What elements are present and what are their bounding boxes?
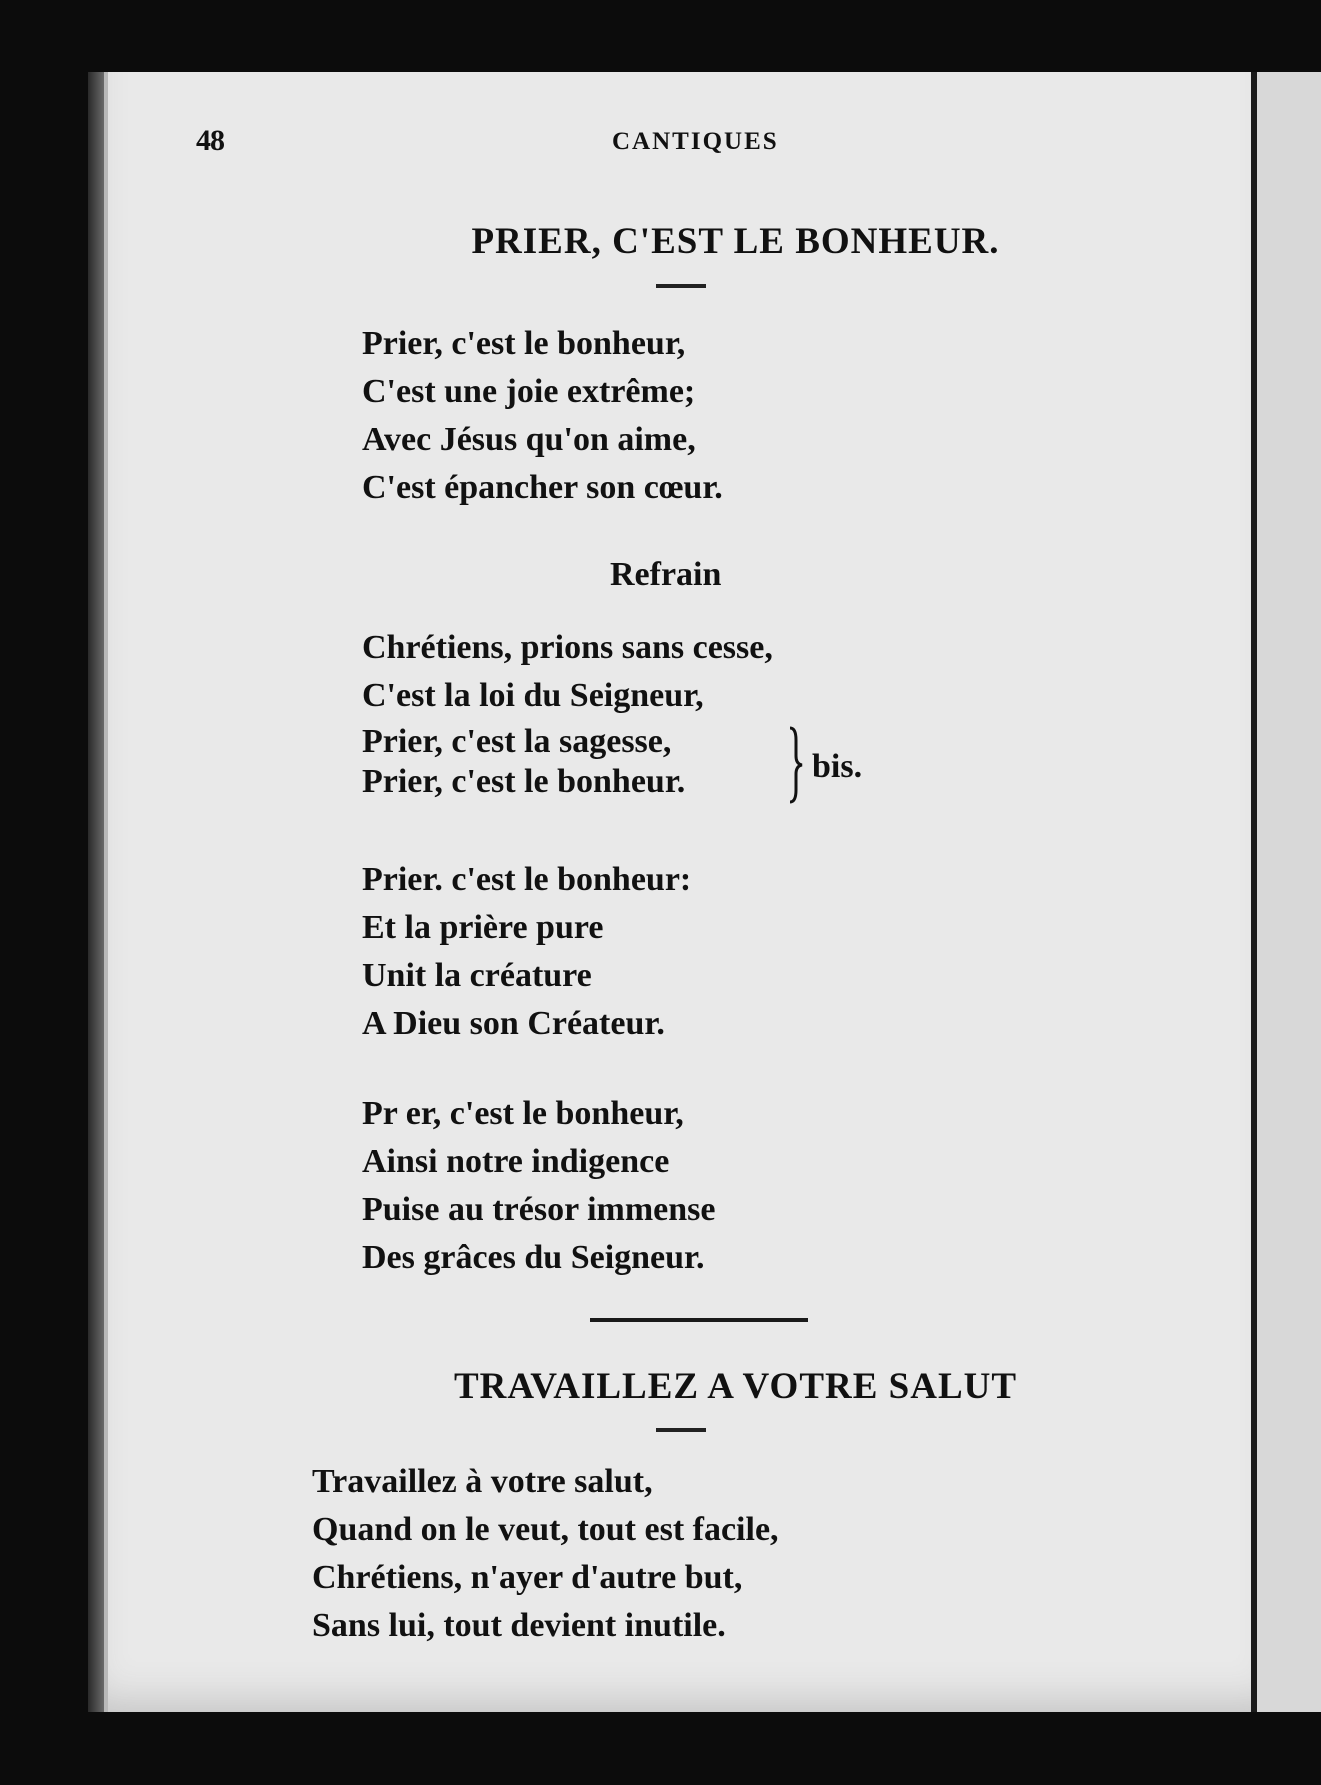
verse-line: Prier. c'est le bonheur:: [362, 861, 692, 898]
refrain-label: Refrain: [610, 556, 722, 593]
hymn1-title: PRIER, C'EST LE BONHEUR.: [471, 221, 1000, 262]
section-divider: [590, 1318, 808, 1322]
verse-line: Et la prière pure: [362, 909, 604, 946]
hymn1-stanza3: [362, 1090, 715, 1282]
verse-line: Sans lui, tout devient inutile.: [312, 1607, 726, 1644]
book-gutter-shadow: [88, 72, 104, 1712]
verse-line: C'est une joie extrême;: [362, 373, 696, 410]
verse-line: Puise au trésor immense: [362, 1191, 716, 1228]
verse-line: Prier, c'est la sagesse,: [362, 723, 672, 760]
verse-line: Unit la créature: [362, 957, 592, 994]
hymn2-stanza1: [312, 1458, 779, 1650]
verse-line: Travaillez à votre salut,: [312, 1463, 653, 1500]
title-dash: [656, 284, 706, 288]
title-dash: [656, 1428, 706, 1432]
verse-line: Chrétiens, n'ayer d'autre but,: [312, 1559, 743, 1596]
verse-line: C'est épancher son cœur.: [362, 469, 723, 506]
repeat-brace: [788, 726, 804, 804]
verse-line: C'est la loi du Seigneur,: [362, 677, 704, 714]
hymn1-stanza1: [362, 320, 723, 512]
running-title: CANTIQUES: [612, 128, 779, 155]
hymn2-title: TRAVAILLEZ A VOTRE SALUT: [453, 1366, 1018, 1407]
facing-page-edge: [1257, 72, 1321, 1712]
hymn1-stanza2: [362, 856, 691, 1048]
verse-line: Des grâces du Seigneur.: [362, 1239, 705, 1276]
verse-line: Chrétiens, prions sans cesse,: [362, 629, 773, 666]
verse-line: Ainsi notre indigence: [362, 1143, 670, 1180]
verse-line: Prier, c'est le bonheur.: [362, 763, 686, 800]
verse-line: Prier, c'est le bonheur,: [362, 325, 686, 362]
verse-line: A Dieu son Créateur.: [362, 1005, 665, 1042]
verse-line: Pr er, c'est le bonheur,: [362, 1095, 684, 1132]
hymn1-refrain: [362, 624, 773, 720]
verse-line: Avec Jésus qu'on aime,: [362, 421, 696, 458]
bis-label: bis.: [812, 748, 863, 785]
page-number: 48: [196, 124, 224, 157]
verse-line: Quand on le veut, tout est facile,: [312, 1511, 779, 1548]
hymn1-refrain-bis: [362, 722, 685, 802]
